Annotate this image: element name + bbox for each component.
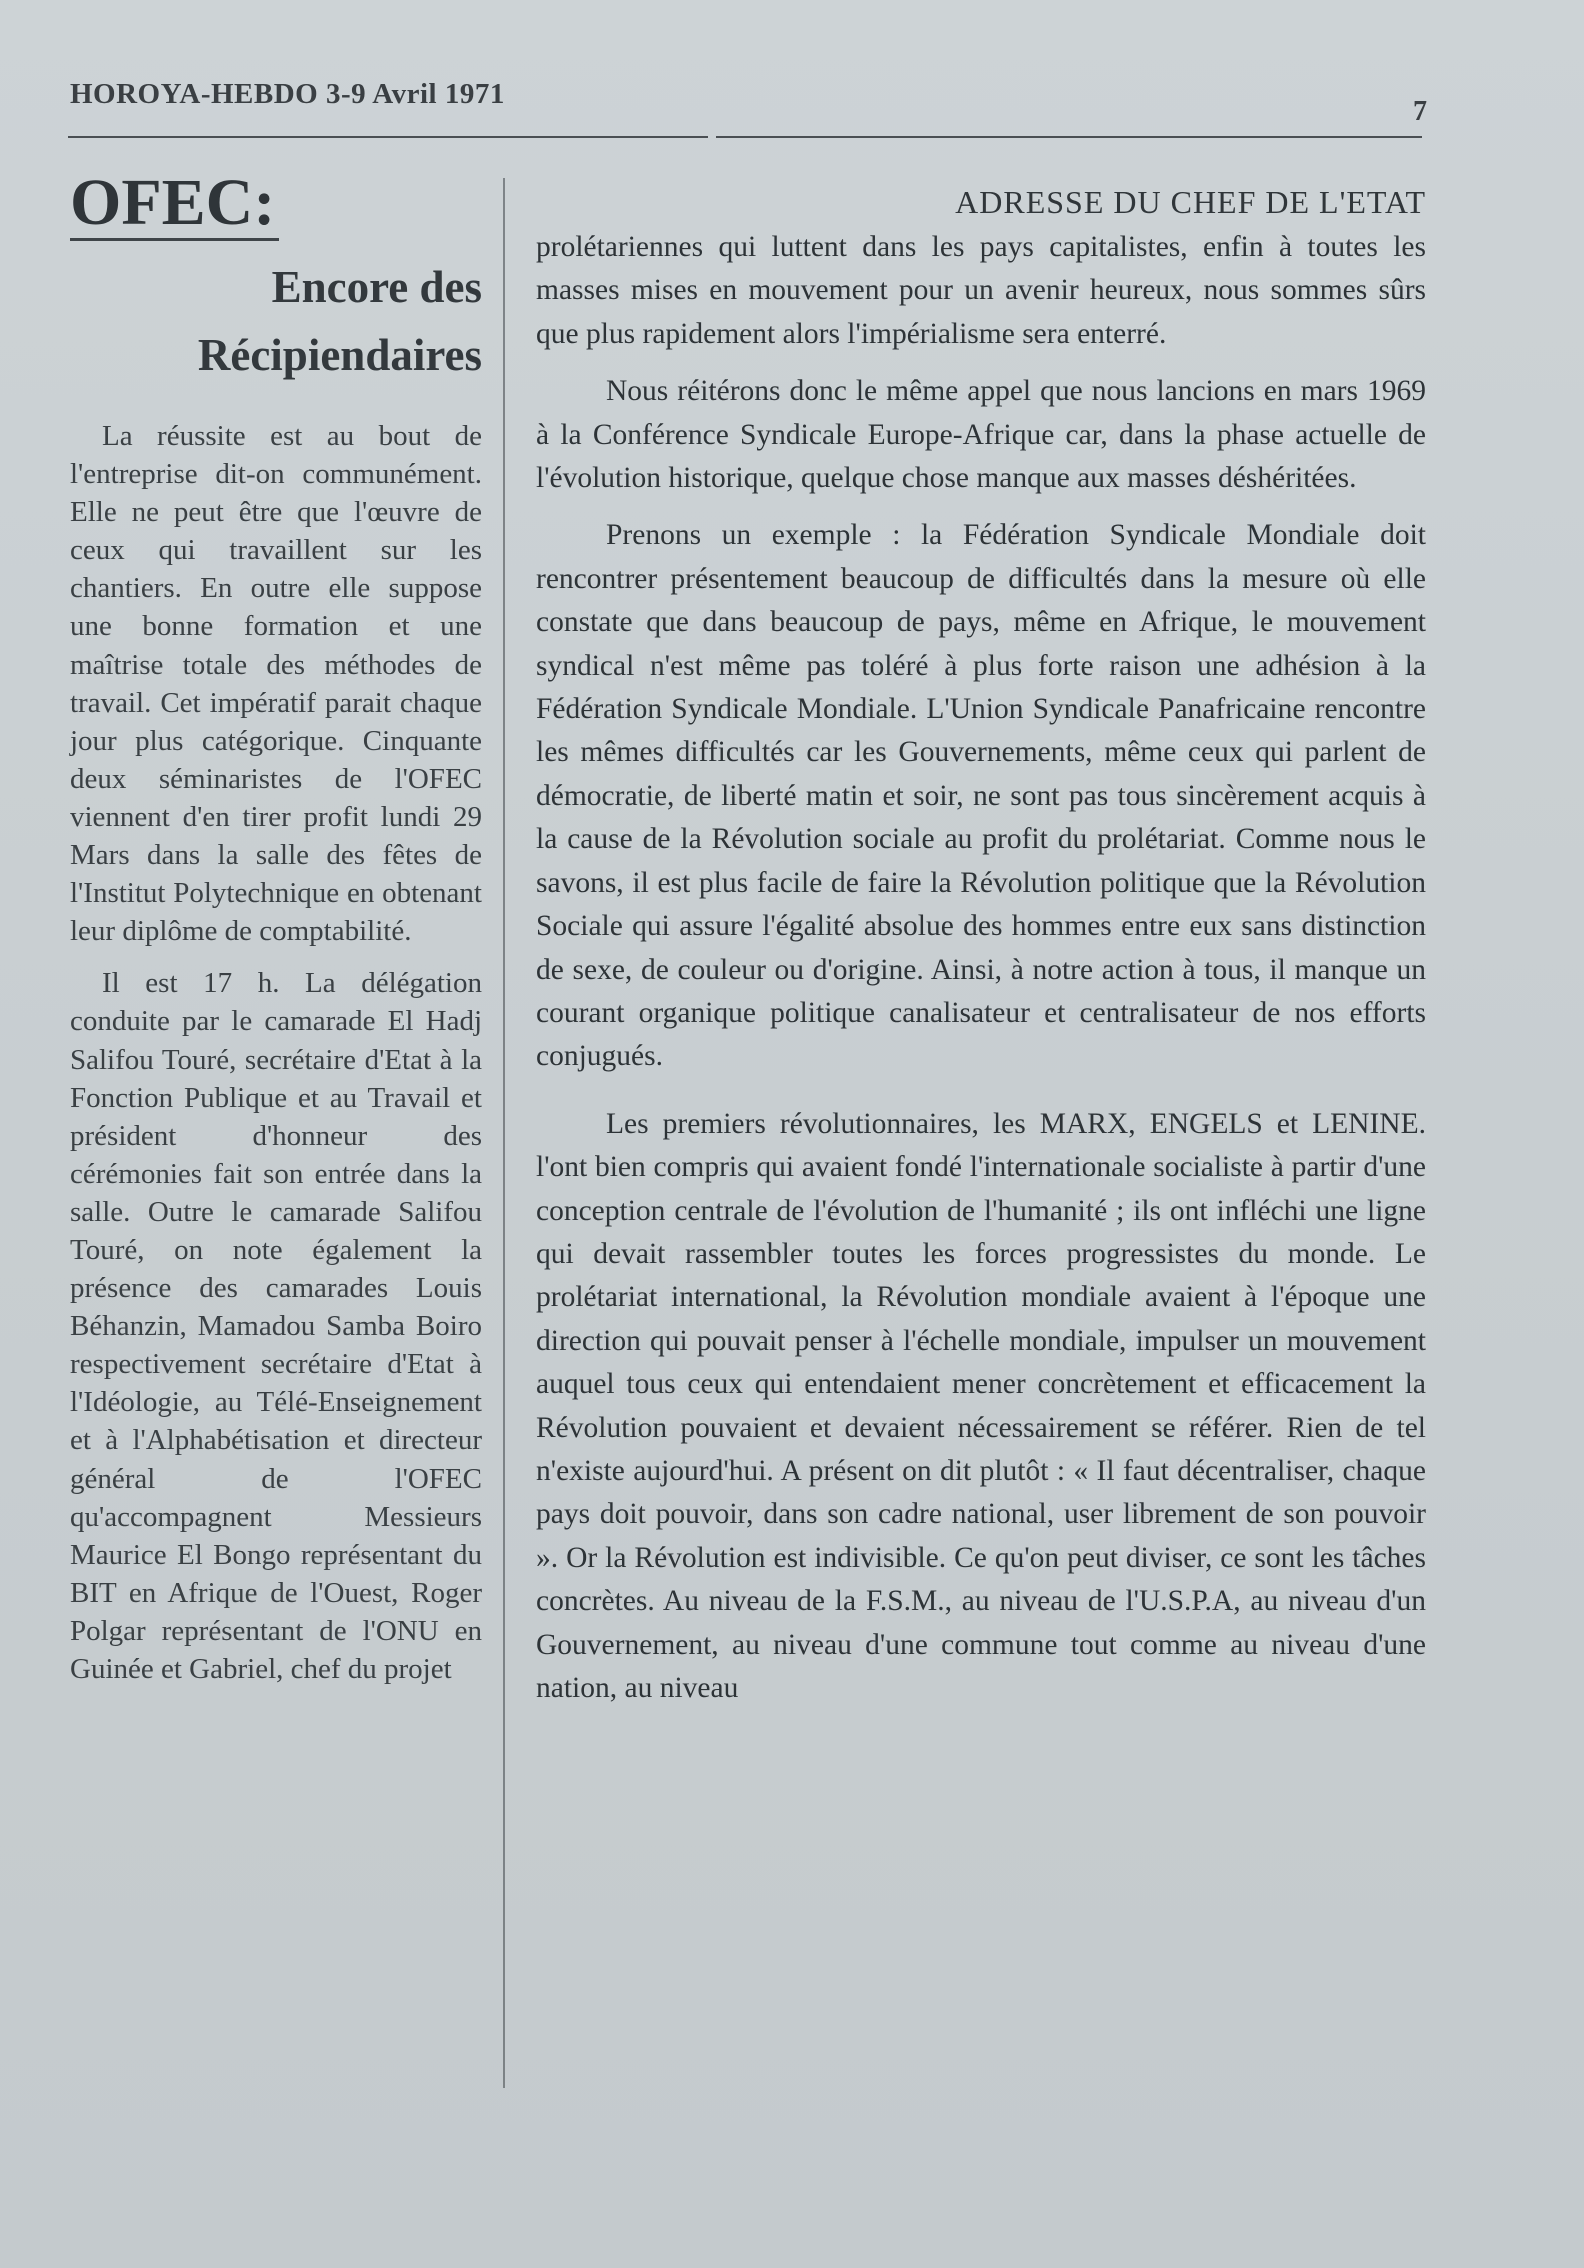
section-heading: ADRESSE DU CHEF DE L'ETAT <box>955 184 1426 220</box>
left-article-body <box>70 417 482 1688</box>
header-rule-left <box>68 136 708 138</box>
column-divider <box>503 178 505 2088</box>
masthead: HOROYA-HEBDO 3-9 Avril 1971 <box>70 78 505 110</box>
right-paragraph: Les premiers révolutionnaires, les MARX, ENGELS et LENINE. l'ont bien compris qui avaient fondé l'internationale socialiste à partir d'une conception centrale de l'évolution de l'humanité ; ils ont infléchi une ligne qui devait rassembler toutes les forces progressistes du monde. Le prolétariat international, la Révolution mondiale avaient à l'époque une direction qui pouvait penser à l'échelle mondiale, impulser un mouvement auquel tous ceux qui entendaient mener concrètement et efficacement la Révolution pouvaient et devaient nécessairement se référer. Rien de tel n'existe aujourd'hui. A présent on dit plutôt : « Il faut décentraliser, chaque pays doit pouvoir, dans son cadre national, user librement de son pouvoir ». Or la Révolution est indivisible. Ce qu'on peut diviser, ce sont les tâches concrètes. Au niveau de la F.S.M., au niveau de l'U.S.P.A, au niveau d'un Gouvernement, au niveau d'une commune tout comme au niveau d'une nation, au niveau <box>536 1107 1426 1704</box>
right-article-body <box>536 226 1426 1710</box>
left-paragraph: Il est 17 h. La délégation conduite par le camarade El Hadj Salifou Touré, secrétaire d'Etat à la Fonction Publique et au Travail et président d'honneur des cérémonies fait son entrée dans la salle. Outre le camarade Salifou Touré, on note également la présence des camarades Louis Béhanzin, Mamadou Samba Boiro respectivement secrétaire d'Etat à l'Idéologie, au Télé-Enseignement et à l'Alphabétisation et directeur général de l'OFEC qu'accompagnent Messieurs Maurice El Bongo représentant du BIT en Afrique de l'Ouest, Roger Polgar représentant de l'ONU en Guinée et Gabriel, chef du projet <box>70 967 482 1685</box>
article-subtitle-line-2: Récipiendaires <box>197 330 482 380</box>
article-title: OFEC: <box>70 168 279 241</box>
left-paragraph: La réussite est au bout de l'entreprise dit-on communément. Elle ne peut être que l'œuvre de ceux qui travaillent sur les chantiers. En outre elle suppose une bonne formation et une maîtrise totale des méthodes de travail. Cet impératif parait chaque jour plus catégorique. Cinquante deux séminaristes de l'OFEC viennent d'en tirer profit lundi 29 Mars dans la salle des fêtes de l'Institut Polytechnique en obtenant leur diplôme de comptabilité. <box>70 420 482 948</box>
right-article <box>536 182 1426 1710</box>
right-paragraph: prolétariennes qui luttent dans les pays capitalistes, enfin à toutes les masses mises en mouvement pour un avenir heureux, nous sommes sûrs que plus rapidement alors l'impérialisme sera enterré. <box>536 231 1426 350</box>
page-number: 7 <box>1413 96 1427 127</box>
article-subtitle <box>70 253 482 389</box>
left-article <box>70 168 482 1688</box>
header-rule-right <box>716 136 1422 138</box>
right-paragraph: Nous réitérons donc le même appel que nous lancions en mars 1969 à la Conférence Syndicale Europe-Afrique car, dans la phase actuelle de l'évolution historique, quelque chose manque aux masses déshéritées. <box>536 375 1426 495</box>
article-subtitle-line-1: Encore des <box>271 262 482 312</box>
right-paragraph: Prenons un exemple : la Fédération Syndicale Mondiale doit rencontrer présentement beaucoup de difficultés dans la mesure où elle constate que dans beaucoup de pays, même en Afrique, le mouvement syndical n'est même pas toléré à plus forte raison une adhésion à la Fédération Syndicale Mondiale. L'Union Syndicale Panafricaine rencontre les mêmes difficultés car les Gouvernements, même ceux qui parlent de démocratie, de liberté matin et soir, ne sont pas tous sincèrement acquis à la cause de la Révolution sociale au profit du prolétariat. Comme nous le savons, il est plus facile de faire la Révolution politique que la Révolution Sociale qui assure l'égalité absolue des hommes entre eux sans distinction de sexe, de couleur ou d'origine. Ainsi, à notre action à tous, il manque un courant organique politique canalisateur et centralisateur de nos efforts conjugués. <box>536 519 1426 1073</box>
